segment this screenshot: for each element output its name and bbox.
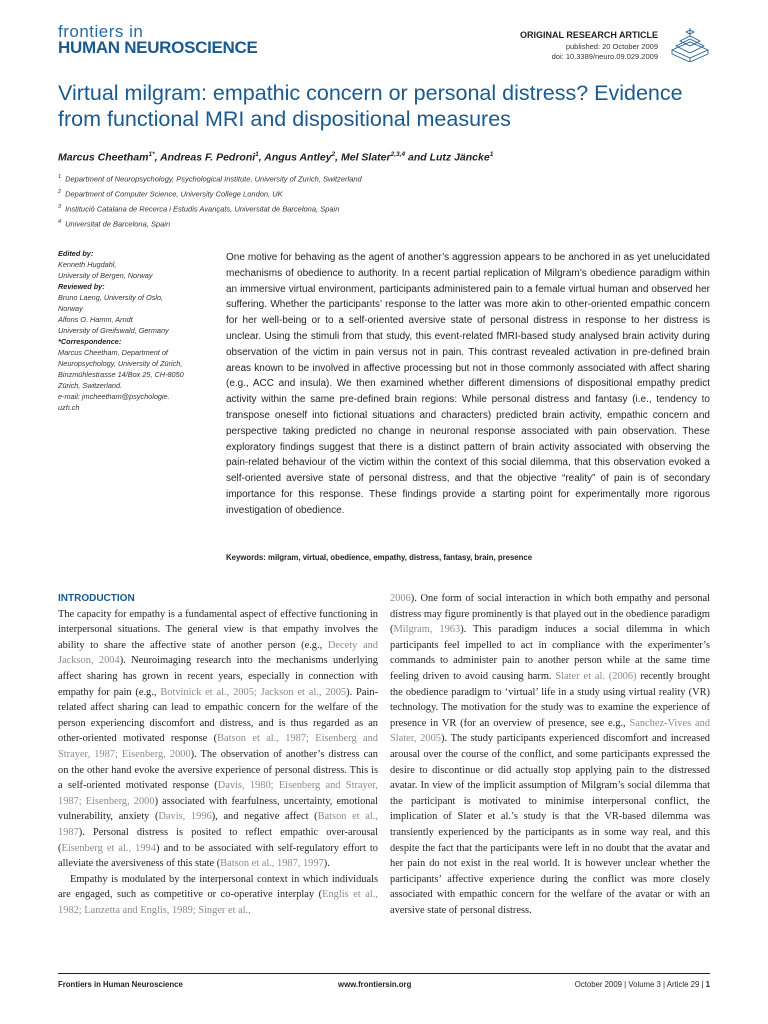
- body-column-right: [390, 591, 710, 918]
- edited-by-label: Edited by:: [58, 249, 94, 258]
- author-name: Marcus Cheetham: [58, 151, 149, 164]
- footer-journal: Frontiers in Human Neuroscience: [58, 980, 183, 989]
- citation-link[interactable]: Batson et al., 1987; Eisenberg and Strayer, 1987; Eisenberg, 2000: [58, 733, 379, 760]
- footer-issue: [575, 980, 710, 989]
- correspondence-label: *Correspondence:: [58, 337, 122, 346]
- sidebar-line: Neuropsychology, University of Zürich,: [58, 359, 183, 368]
- affiliation-number: 2: [58, 189, 62, 195]
- affiliation-text: Department of Neuropsychology, Psychological Institute, University of Zurich, Switzerland: [65, 174, 362, 184]
- footer-rule: [58, 973, 710, 974]
- affiliation-item: [58, 171, 718, 186]
- affiliation-number: 3: [58, 204, 62, 210]
- author-affiliation-mark: 1*: [148, 151, 155, 158]
- citation-link[interactable]: Batson et al., 1987, 1997: [220, 858, 324, 870]
- citation-link[interactable]: Sanchez-Vives and Slater, 2005: [390, 717, 710, 745]
- author-name: Lutz Jäncke: [429, 151, 490, 164]
- affiliation-item: [58, 216, 718, 231]
- author-list: Marcus Cheetham$^{1*}$, Andreas F. Pedroni$^1$, Angus Antley$^2$, Mel Slater$^{2,3,4}$ and Lutz Jäncke$^1$: [58, 151, 494, 164]
- author-affiliation-mark: 1: [255, 151, 259, 158]
- citation-link[interactable]: Davis, 1996: [158, 811, 212, 823]
- citation-link[interactable]: Eisenberg et al., 1994: [61, 842, 156, 854]
- author-affiliation-mark: 2,3,4: [390, 151, 406, 158]
- body-column-left: [58, 591, 378, 918]
- frontiers-cube-icon: [668, 26, 712, 62]
- reviewed-by: [58, 292, 218, 336]
- affiliation-number: 4: [58, 219, 62, 225]
- keywords: Keywords: milgram, virtual, obedience, empathy, distress, fantasy, brain, presence: [226, 553, 533, 562]
- reviewed-by-label: Reviewed by:: [58, 282, 105, 291]
- sidebar-line: Zürich, Switzerland.: [58, 381, 123, 390]
- journal-logo: [58, 24, 258, 56]
- affiliation-number: 1: [58, 174, 62, 180]
- citation-link[interactable]: Batson et al., 1987: [58, 811, 378, 838]
- affiliation-text: Institució Catalana de Recerca i Estudis Avançats, Universitat de Barcelona, Spain: [65, 204, 340, 214]
- paragraph: The capacity for empathy is a fundamental aspect of effective functioning in interpersonal situations. The general view is that empathy involves the ability to share the affective state of another person (e.g., Decety and Jackson, 2004). Neuroimaging research into the mechanisms underlying affect sharing has grown in recent years, especially in connection with empathy for pain (e.g., Botvinick et al., 2005; Jackson et al., 2005). Pain-related affect sharing can lead to empathic concern for the welfare of the person experiencing discomfort and distress, and is thus regarded as an other-oriented motivated response (Batson et al., 1987; Eisenberg and Strayer, 1987; Eisenberg, 2000). The observation of another’s distress can on the other hand evoke the aversive experience of personal distress. This is a self-oriented motivated response (Davis, 1980; Eisenberg and Strayer, 1987; Eisenberg, 2000) associated with fearfulness, uncertainty, emotional vulnerability, anxiety (Davis, 1996), and negative affect (Batson et al., 1987). Personal distress is posited to reflect empathic over-arousal (Eisenberg et al., 1994) and to be associated with self-regulatory effort to alleviate the aversiveness of this state (Batson et al., 1987, 1997).: [58, 608, 379, 870]
- sidebar-line: Kenneth Hugdahl,: [58, 260, 117, 269]
- section-heading: INTRODUCTION: [58, 593, 135, 604]
- affiliation-text: Universitat de Barcelona, Spain: [65, 219, 171, 229]
- page-number: 1: [705, 980, 710, 989]
- author-affiliation-mark: 1: [489, 151, 494, 158]
- author-affiliation-mark: 2: [331, 151, 336, 158]
- citation-link[interactable]: 2006: [390, 593, 411, 604]
- affiliation-item: [58, 201, 718, 216]
- sidebar-line: University of Greifswald, Germany: [58, 326, 169, 335]
- paragraph: Empathy is modulated by the interpersonal context in which individuals are engaged, such as competitive or co-operative interplay (Englis et al., 1982; Lanzetta and Englis, 1989; Singer et al.,: [58, 873, 378, 916]
- article-title: Virtual milgram: empathic concern or personal distress? Evidence from functional MRI and dispositional measures: [58, 81, 683, 131]
- journal-line2: HUMAN NEUROSCIENCE: [58, 38, 258, 57]
- journal-line1: frontiers in: [58, 22, 144, 41]
- sidebar-line: Bruno Laeng, University of Oslo,: [58, 293, 164, 302]
- edited-by: [58, 259, 218, 281]
- article-type: ORIGINAL RESEARCH ARTICLE: [519, 30, 658, 40]
- correspondence: [58, 347, 218, 413]
- citation-link[interactable]: Davis, 1980; Eisenberg and Strayer, 1987; Eisenberg, 2000: [58, 780, 378, 807]
- author-name: Angus Antley: [264, 151, 332, 164]
- editorial-sidebar: [58, 248, 218, 413]
- sidebar-line: Binzmühlestrasse 14/Box 25, CH-8050: [58, 370, 184, 379]
- sidebar-line: University of Bergen, Norway: [58, 271, 153, 280]
- footer-issue-text: October 2009 | Volume 3 | Article 29 |: [574, 980, 704, 989]
- publication-info: [552, 42, 658, 62]
- citation-link[interactable]: Milgram, 1963: [393, 624, 461, 636]
- sidebar-line: Alfons O. Hamm, Arndt: [58, 315, 133, 324]
- published-date: published: 20 October 2009: [565, 42, 658, 51]
- affiliations: [58, 171, 718, 231]
- author-name: Mel Slater: [341, 151, 391, 164]
- citation-link[interactable]: Englis et al., 1982; Lanzetta and Englis, 1989; Singer et al.,: [58, 889, 378, 916]
- affiliation-text: Department of Computer Science, University College London, UK: [65, 189, 283, 199]
- footer-url[interactable]: www.frontiersin.org: [338, 980, 412, 989]
- citation-link[interactable]: Slater et al. (2006): [555, 670, 637, 682]
- sidebar-line: uzh.ch: [58, 403, 80, 412]
- affiliation-item: [58, 186, 718, 201]
- citation-link[interactable]: Decety and Jackson, 2004: [58, 639, 378, 667]
- sidebar-line: Norway: [58, 304, 83, 313]
- doi: doi: 10.3389/neuro.09.029.2009: [551, 52, 658, 61]
- abstract: One motive for behaving as the agent of another’s aggression appears to be anchored in as yet unelucidated mechanisms of obedience to authority. In a recent partial replication of Milgram’s obedience paradigm within an immersive virtual environment, participants administered pain to a female virtual human and observed her suffering. Whether the participants’ response to the latter was more akin to other-oriented empathic concern for her well-being or to a self-oriented aversive state of personal distress in response to her distress is unclear. Using the stimuli from that study, this event-related fMRI-based study analysed brain activity during observation of the victim in pain versus not in pain. This contrast revealed activation in pre-defined brain areas known to be involved in affective processing but not in those commonly associated with affect sharing (e.g., ACC and insula). We then examined whether different dimensions of dispositional empathy predict activity within the same pre-defined brain regions: While personal distress and fantasy (i.e., tendency to transpose oneself into fictional situations and characters) predicted brain activity, empathic concern and perspective taking predicted no change in neuronal response associated with pain observation. These exploratory findings suggest that there is a distinct pattern of brain activity associated with observing the pain-related behaviour of the victim within the context of this social dilemma, that this observation evoked a self-oriented aversive state of personal distress, and that the objective “reality” of pain is of secondary importance for this response. These findings provide a starting point for experimentally more rigorous investigation of obedience.: [226, 252, 710, 516]
- author-name: Andreas F. Pedroni: [160, 151, 256, 164]
- sidebar-line: Marcus Cheetham, Department of: [58, 348, 168, 357]
- paragraph: 2006). One form of social interaction in which both empathy and personal distress may figure prominently is that played out in the obedience paradigm (Milgram, 1963). This paradigm induces a social dilemma in which participants feel impelled to act in compliance with the experimenter’s commands to administer pain to another person while at the same time feeling driven to avoid causing harm. Slater et al. (2006) recently brought the obedience paradigm to ‘virtual’ life in a study using virtual reality (VR) technology. The motivation for the study was to examine the experience of presence in VR (for an overview of presence, see e.g., Sanchez-Vives and Slater, 2005). The study participants experienced discomfort and increased arousal over the course of the conflict, and some participants expressed the desire to discontinue or did actually stop applying pain to the distressed avatar. In view of the implicit assumption of Milgram’s social dilemma that the participant is motivated to minimise interpersonal conflict, the implication of Slater et al.’s study is that the VR-based dilemma was transiently experienced by the participants as in some way real, and this despite the fact that the participants were left in no doubt that the avatar and her pain do not exist in the real world. It is however unclear whether the participants’ affective experience during the conflict was more closely associated with empathic concern for the welfare of the avatar or with an aversive state of personal distress.: [390, 593, 711, 916]
- citation-link[interactable]: Botvinick et al., 2005; Jackson et al., 2005: [160, 686, 347, 698]
- sidebar-line: e-mail: jmcheetham@psychologie.: [58, 392, 170, 401]
